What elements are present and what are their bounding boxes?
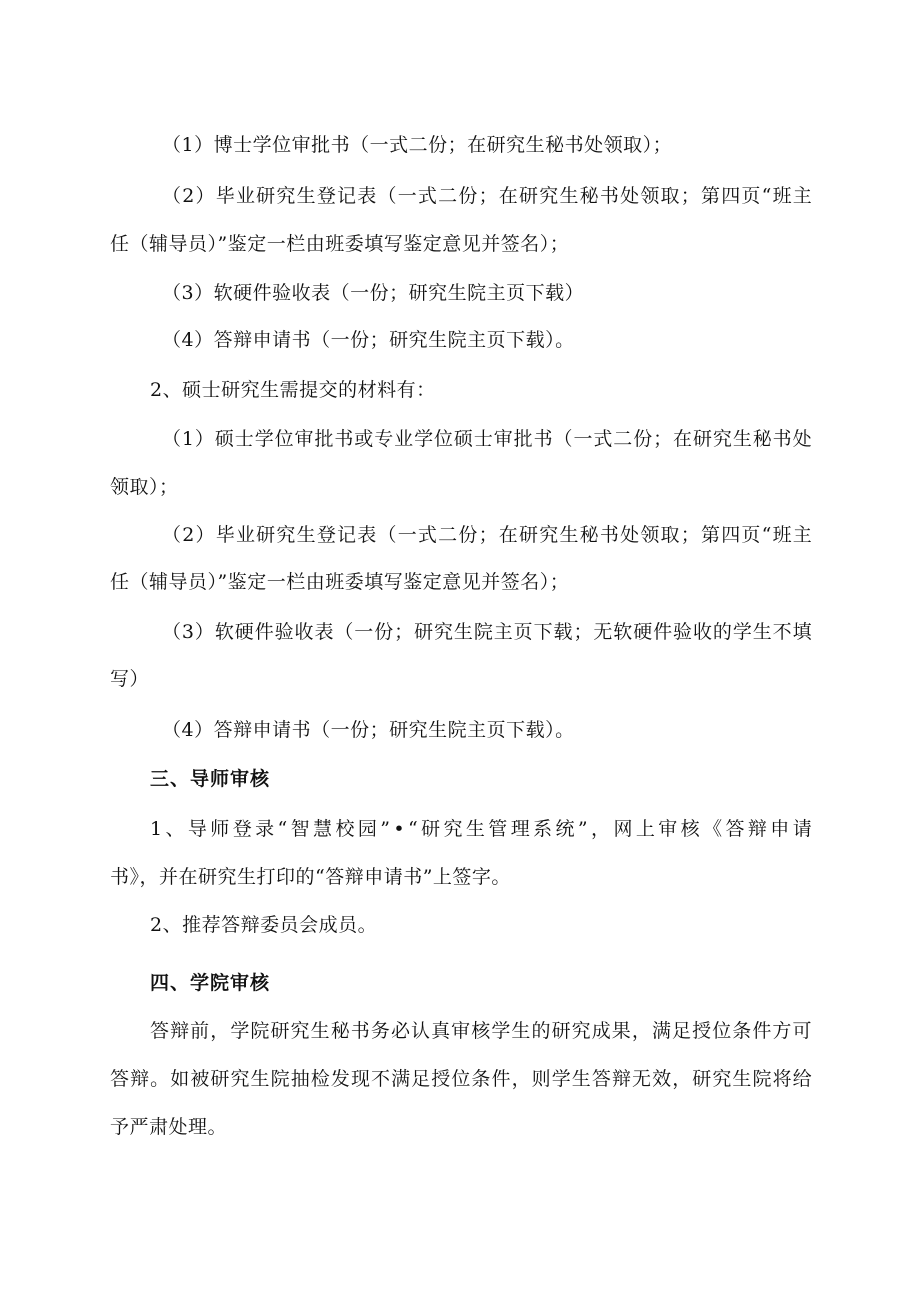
char: 件 bbox=[752, 1020, 772, 1042]
char: 满 bbox=[651, 1020, 671, 1042]
char: 四 bbox=[721, 185, 741, 207]
char: 答 bbox=[110, 1068, 130, 1090]
char: （ bbox=[553, 428, 573, 450]
masters-item-4: （4）答辩申请书（一份；研究生院主页下载）。 bbox=[162, 719, 575, 741]
char: 答 bbox=[150, 1020, 170, 1042]
char: 二 bbox=[613, 428, 633, 450]
char: 领 bbox=[640, 524, 660, 546]
char: 录 bbox=[255, 818, 275, 840]
char: 份 bbox=[458, 185, 478, 207]
char: （ bbox=[377, 524, 397, 546]
doctoral-item-1: （1）博士学位审批书（一式二份；在研究生秘书处领取）； bbox=[162, 134, 673, 156]
char: 园 bbox=[357, 818, 377, 840]
char: 请 bbox=[792, 818, 812, 840]
char: 1 bbox=[181, 428, 195, 450]
char: 件 bbox=[653, 621, 673, 643]
char: 学 bbox=[230, 1020, 250, 1042]
char: 业 bbox=[394, 428, 414, 450]
char: 位 bbox=[274, 428, 294, 450]
char: 秘 bbox=[579, 185, 599, 207]
char: 究 bbox=[539, 185, 559, 207]
char: 页 bbox=[741, 185, 761, 207]
char: “ bbox=[761, 524, 772, 546]
char: 书 bbox=[533, 428, 553, 450]
char: 审 bbox=[451, 1020, 471, 1042]
masters-item-2-line-2: 任（辅导员）”鉴定一栏由班委填写鉴定意见并签名）； bbox=[110, 571, 570, 593]
char: 必 bbox=[390, 1020, 410, 1042]
section-3-heading: 三、导师审核 bbox=[150, 768, 271, 790]
char: 究 bbox=[571, 1020, 591, 1042]
char: ； bbox=[680, 185, 700, 207]
char: ， bbox=[631, 1020, 651, 1042]
masters-item-1-line-1 bbox=[162, 427, 812, 451]
char: 登 bbox=[232, 818, 252, 840]
char: 验 bbox=[274, 621, 294, 643]
char: 满 bbox=[391, 1068, 411, 1090]
section-4-paragraph-line-3: 予严肃处理。 bbox=[110, 1116, 228, 1138]
char: ； bbox=[653, 428, 673, 450]
char: 导 bbox=[187, 818, 207, 840]
char: 载 bbox=[553, 621, 573, 643]
char: （ bbox=[162, 524, 182, 546]
char: 究 bbox=[276, 185, 296, 207]
char: 足 bbox=[411, 1068, 431, 1090]
char: 学 bbox=[254, 428, 274, 450]
char: 究 bbox=[276, 524, 296, 546]
char: 不 bbox=[371, 1068, 391, 1090]
char: 足 bbox=[672, 1020, 692, 1042]
char: 则 bbox=[531, 1068, 551, 1090]
char: 软 bbox=[214, 621, 234, 643]
char: 生 bbox=[511, 1020, 531, 1042]
char: 研 bbox=[256, 185, 276, 207]
masters-item-2-line-1 bbox=[162, 523, 812, 547]
char: 四 bbox=[721, 524, 741, 546]
char: 1 bbox=[150, 818, 163, 840]
char: 份 bbox=[374, 621, 394, 643]
char: 记 bbox=[337, 524, 357, 546]
char: • bbox=[393, 818, 405, 840]
char: 理 bbox=[510, 818, 530, 840]
char: 生 bbox=[250, 1068, 270, 1090]
char: 究 bbox=[433, 621, 453, 643]
char: 生 bbox=[732, 428, 752, 450]
char: 校 bbox=[335, 818, 355, 840]
char: 3 bbox=[181, 621, 195, 643]
char: 辩 bbox=[611, 1068, 631, 1090]
char: 研 bbox=[414, 621, 434, 643]
char: （ bbox=[162, 428, 182, 450]
char: 班 bbox=[772, 185, 792, 207]
char: “ bbox=[277, 818, 288, 840]
char: 统 bbox=[555, 818, 575, 840]
char: 业 bbox=[235, 524, 255, 546]
masters-item-1-line-2: 领取）； bbox=[110, 476, 179, 498]
char: 二 bbox=[438, 185, 458, 207]
char: 务 bbox=[370, 1020, 390, 1042]
char: 生 bbox=[559, 524, 579, 546]
char: 研 bbox=[692, 428, 712, 450]
char: 究 bbox=[230, 1068, 250, 1090]
char: ， bbox=[672, 1068, 692, 1090]
char: 生 bbox=[296, 524, 316, 546]
char: 学 bbox=[491, 1020, 511, 1042]
char: 2 bbox=[182, 524, 195, 546]
char: 生 bbox=[559, 185, 579, 207]
char: 登 bbox=[316, 524, 336, 546]
char: 第 bbox=[700, 524, 720, 546]
char: 研 bbox=[270, 1020, 290, 1042]
doctoral-item-3: （3）软硬件验收表（一份；研究生院主页下载） bbox=[162, 282, 585, 304]
char: 书 bbox=[599, 524, 619, 546]
char: ； bbox=[680, 524, 700, 546]
char: 核 bbox=[680, 818, 700, 840]
char: 无 bbox=[593, 621, 613, 643]
char: 的 bbox=[531, 1020, 551, 1042]
char: 辩 bbox=[170, 1020, 190, 1042]
char: 研 bbox=[692, 1068, 712, 1090]
char: （ bbox=[162, 621, 182, 643]
char: 学 bbox=[414, 428, 434, 450]
masters-item-3-line-2: 写） bbox=[110, 668, 150, 690]
char: 究 bbox=[539, 524, 559, 546]
char: 处 bbox=[620, 185, 640, 207]
char: 果 bbox=[611, 1020, 631, 1042]
doctoral-item-2-line-2: 任（辅导员）”鉴定一栏由班委填写鉴定意见并签名）； bbox=[110, 233, 570, 255]
char: 无 bbox=[632, 1068, 652, 1090]
char: 表 bbox=[357, 185, 377, 207]
char: 页 bbox=[741, 524, 761, 546]
char: 主 bbox=[493, 621, 513, 643]
char: 一 bbox=[397, 524, 417, 546]
char: 辩 bbox=[130, 1068, 150, 1090]
char: 授 bbox=[692, 1020, 712, 1042]
char: 的 bbox=[712, 621, 732, 643]
char: ） bbox=[194, 621, 214, 643]
char: 收 bbox=[294, 621, 314, 643]
char: 效 bbox=[652, 1068, 672, 1090]
char: 院 bbox=[473, 621, 493, 643]
char: 究 bbox=[290, 1020, 310, 1042]
char: 方 bbox=[772, 1020, 792, 1042]
char: 表 bbox=[314, 621, 334, 643]
char: 给 bbox=[792, 1068, 812, 1090]
char: ， bbox=[591, 818, 611, 840]
char: 研 bbox=[519, 185, 539, 207]
char: 一 bbox=[397, 185, 417, 207]
char: 式 bbox=[417, 185, 437, 207]
char: 生 bbox=[310, 1020, 330, 1042]
char: 审 bbox=[294, 428, 314, 450]
char: 院 bbox=[250, 1020, 270, 1042]
char: 位 bbox=[451, 1068, 471, 1090]
char: 研 bbox=[421, 818, 441, 840]
char: 。 bbox=[150, 1068, 170, 1090]
char: 答 bbox=[591, 1068, 611, 1090]
char: 页 bbox=[513, 621, 533, 643]
char: ” bbox=[577, 818, 588, 840]
char: 成 bbox=[591, 1020, 611, 1042]
char: 验 bbox=[673, 621, 693, 643]
char: 书 bbox=[772, 428, 792, 450]
char: 智 bbox=[290, 818, 310, 840]
char: （ bbox=[377, 185, 397, 207]
char: 生 bbox=[453, 621, 473, 643]
char: 份 bbox=[458, 524, 478, 546]
doctoral-item-2-line-1 bbox=[162, 184, 812, 208]
char: 条 bbox=[471, 1068, 491, 1090]
char: 份 bbox=[633, 428, 653, 450]
char: 领 bbox=[640, 185, 660, 207]
char: 在 bbox=[498, 185, 518, 207]
char: 毕 bbox=[215, 524, 235, 546]
char: 批 bbox=[314, 428, 334, 450]
char: 收 bbox=[692, 621, 712, 643]
char: 现 bbox=[350, 1068, 370, 1090]
char: 研 bbox=[551, 1020, 571, 1042]
char: 学 bbox=[551, 1068, 571, 1090]
char: 件 bbox=[491, 1068, 511, 1090]
char: ； bbox=[478, 524, 498, 546]
char: 研 bbox=[256, 524, 276, 546]
char: 下 bbox=[533, 621, 553, 643]
char: 在 bbox=[498, 524, 518, 546]
char: 生 bbox=[571, 1068, 591, 1090]
char: 硬 bbox=[234, 621, 254, 643]
char: 申 bbox=[770, 818, 790, 840]
char: （ bbox=[162, 185, 182, 207]
char: 慧 bbox=[313, 818, 333, 840]
char: 审 bbox=[493, 428, 513, 450]
char: 业 bbox=[235, 185, 255, 207]
masters-item-3-line-1 bbox=[162, 620, 812, 644]
char: 答 bbox=[725, 818, 745, 840]
char: 秘 bbox=[579, 524, 599, 546]
char: ； bbox=[478, 185, 498, 207]
char: 检 bbox=[310, 1068, 330, 1090]
section-3-paragraph-2: 2、推荐答辩委员会成员。 bbox=[150, 914, 378, 936]
section-3-paragraph-1-line-2: 书》，并在研究生打印的“答辩申请书”上签字。 bbox=[110, 866, 511, 888]
char: ） bbox=[195, 185, 215, 207]
char: 书 bbox=[599, 185, 619, 207]
char: 批 bbox=[513, 428, 533, 450]
char: 处 bbox=[792, 428, 812, 450]
char: 主 bbox=[792, 185, 812, 207]
char: 2 bbox=[182, 185, 195, 207]
char: 院 bbox=[270, 1068, 290, 1090]
char: 硬 bbox=[633, 621, 653, 643]
char: 硕 bbox=[453, 428, 473, 450]
char: 审 bbox=[658, 818, 678, 840]
char: 前 bbox=[190, 1020, 210, 1042]
char: 认 bbox=[411, 1020, 431, 1042]
char: 条 bbox=[732, 1020, 752, 1042]
section-3-paragraph-1-line-1 bbox=[150, 817, 812, 841]
char: 取 bbox=[660, 524, 680, 546]
char: 研 bbox=[210, 1068, 230, 1090]
char: 主 bbox=[792, 524, 812, 546]
char: 专 bbox=[374, 428, 394, 450]
char: 发 bbox=[330, 1068, 350, 1090]
char: 上 bbox=[635, 818, 655, 840]
char: 士 bbox=[234, 428, 254, 450]
char: 核 bbox=[471, 1020, 491, 1042]
char: 或 bbox=[354, 428, 374, 450]
char: 抽 bbox=[290, 1068, 310, 1090]
char: 二 bbox=[438, 524, 458, 546]
section-4-paragraph-line-2 bbox=[110, 1067, 812, 1091]
doctoral-item-4: （4）答辩申请书（一份；研究生院主页下载）。 bbox=[162, 329, 575, 351]
char: 书 bbox=[350, 1020, 370, 1042]
char: 毕 bbox=[215, 185, 235, 207]
char: ） bbox=[194, 428, 214, 450]
char: 秘 bbox=[752, 428, 772, 450]
char: 究 bbox=[712, 428, 732, 450]
section-4-heading: 四、学院审核 bbox=[150, 972, 271, 994]
char: 式 bbox=[417, 524, 437, 546]
char: ” bbox=[380, 818, 390, 840]
char: 秘 bbox=[330, 1020, 350, 1042]
char: 件 bbox=[254, 621, 274, 643]
char: 一 bbox=[354, 621, 374, 643]
char: 辩 bbox=[747, 818, 767, 840]
char: 班 bbox=[772, 524, 792, 546]
char: 第 bbox=[700, 185, 720, 207]
char: ； bbox=[394, 621, 414, 643]
char: （ bbox=[334, 621, 354, 643]
char: 网 bbox=[613, 818, 633, 840]
char: 院 bbox=[752, 1068, 772, 1090]
char: 式 bbox=[593, 428, 613, 450]
char: ； bbox=[573, 621, 593, 643]
char: 位 bbox=[712, 1020, 732, 1042]
masters-intro: 2、硕士研究生需提交的材料有： bbox=[150, 379, 436, 401]
char: 生 bbox=[752, 621, 772, 643]
char: 位 bbox=[433, 428, 453, 450]
char: ， bbox=[511, 1068, 531, 1090]
section-4-paragraph-line-1 bbox=[150, 1019, 812, 1043]
char: 被 bbox=[190, 1068, 210, 1090]
char: 管 bbox=[488, 818, 508, 840]
char: 系 bbox=[533, 818, 553, 840]
char: 师 bbox=[210, 818, 230, 840]
char: 表 bbox=[357, 524, 377, 546]
char: 士 bbox=[473, 428, 493, 450]
char: 生 bbox=[465, 818, 485, 840]
char: 登 bbox=[316, 185, 336, 207]
char: 《 bbox=[703, 818, 723, 840]
char: 取 bbox=[660, 185, 680, 207]
char: 一 bbox=[573, 428, 593, 450]
char: 在 bbox=[673, 428, 693, 450]
char: 学 bbox=[732, 621, 752, 643]
char: 书 bbox=[334, 428, 354, 450]
char: 如 bbox=[170, 1068, 190, 1090]
char: “ bbox=[761, 185, 772, 207]
char: 不 bbox=[772, 621, 792, 643]
char: 、 bbox=[165, 818, 185, 840]
char: ， bbox=[210, 1020, 230, 1042]
char: “ bbox=[407, 818, 418, 840]
char: 究 bbox=[712, 1068, 732, 1090]
char: 软 bbox=[613, 621, 633, 643]
char: 可 bbox=[792, 1020, 812, 1042]
char: 将 bbox=[772, 1068, 792, 1090]
char: 硕 bbox=[214, 428, 234, 450]
char: 授 bbox=[431, 1068, 451, 1090]
char: 处 bbox=[620, 524, 640, 546]
char: 生 bbox=[296, 185, 316, 207]
char: 记 bbox=[337, 185, 357, 207]
char: 生 bbox=[732, 1068, 752, 1090]
char: 真 bbox=[431, 1020, 451, 1042]
char: 究 bbox=[443, 818, 463, 840]
char: ） bbox=[195, 524, 215, 546]
char: 研 bbox=[519, 524, 539, 546]
char: 填 bbox=[792, 621, 812, 643]
